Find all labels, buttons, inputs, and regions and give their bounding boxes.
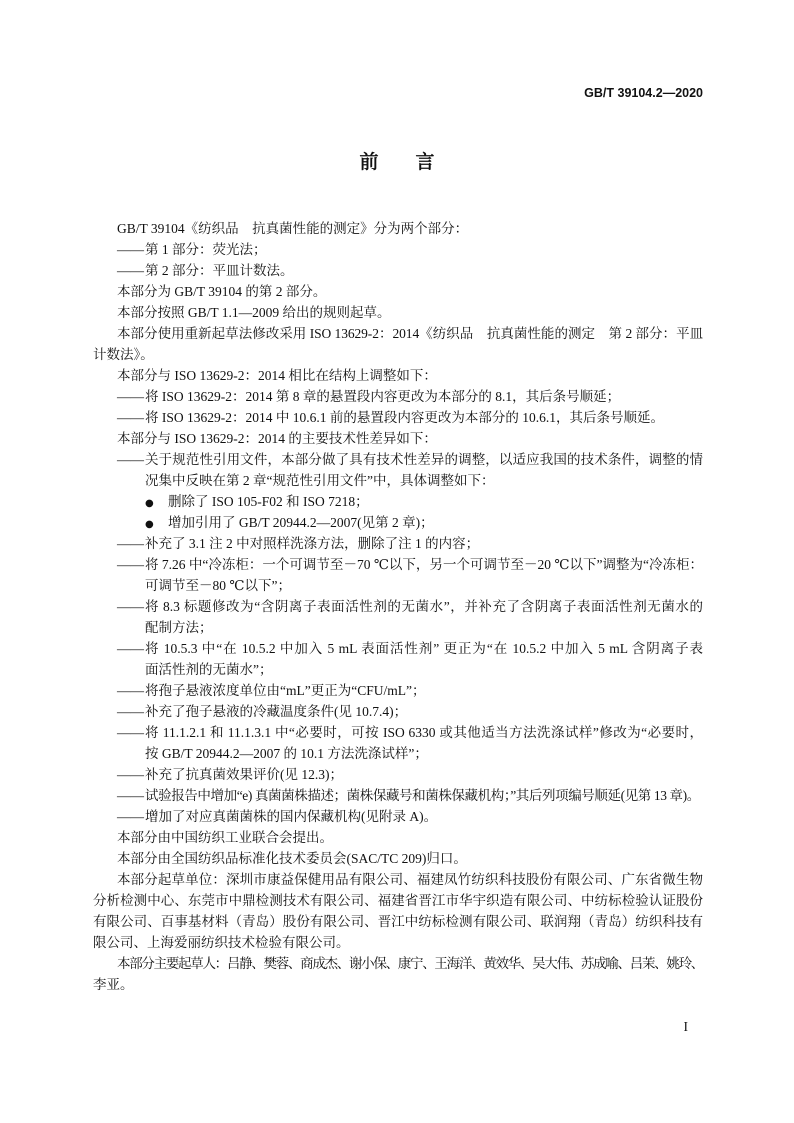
dash-marker: —— [117, 241, 144, 257]
list-item-text: 将孢子悬液浓度单位由“mL”更正为“CFU/mL”； [145, 682, 426, 698]
paragraph [93, 869, 703, 953]
list-item-text: 第 2 部分：平皿计数法。 [145, 262, 294, 278]
list-item-text: 将 10.5.3 中“在 10.5.2 中加入 5 mL 表面活性剂” 更正为“在 10.5.2 中加入 5 mL 含阴离子表 [145, 640, 703, 656]
paragraph-line: 本部分使用重新起草法修改采用 ISO 13629-2：2014《纺织品 抗真菌性能的测定 第 2 部分：平皿 [117, 325, 703, 341]
list-item-continuation: 面活性剂的无菌水”； [145, 661, 273, 677]
dash-marker: —— [117, 598, 144, 614]
paragraph-line: 本部分按照 GB/T 1.1—2009 给出的规则起草。 [117, 304, 391, 320]
paragraph [93, 365, 703, 386]
paragraph-line: 限公司、上海爱丽纺织技术检验有限公司。 [93, 934, 350, 950]
list-item [93, 386, 703, 407]
paragraph-line: 有限公司、百事基材料（青岛）股份有限公司、晋江中纺标检测有限公司、联润翔（青岛）纺织科技有 [93, 913, 703, 929]
list-item [93, 638, 703, 680]
dash-marker: —— [117, 451, 144, 467]
foreword-body [93, 218, 703, 995]
list-item-line [93, 638, 703, 659]
list-item-text: 补充了 3.1 注 2 中对照样洗涤方法，删除了注 1 的内容； [145, 535, 480, 551]
list-item [93, 449, 703, 491]
dash-marker: —— [117, 388, 144, 404]
paragraph-line: 本部分主要起草人：吕静、樊蓉、商成杰、谢小保、康宁、王海洋、黄效华、吴大伟、苏成喻、吕茉、姚玲、 [117, 955, 703, 971]
dash-marker: —— [117, 766, 144, 782]
paragraph [93, 953, 703, 995]
paragraph-line: 本部分为 GB/T 39104 的第 2 部分。 [117, 283, 327, 299]
list-item-line [93, 596, 703, 617]
paragraph-line: 李亚。 [93, 976, 134, 992]
list-item [93, 680, 703, 701]
paragraph-line: 本部分由全国纺织品标准化技术委员会(SAC/TC 209)归口。 [117, 850, 467, 866]
paragraph-line: 本部分起草单位：深圳市康益保健用品有限公司、福建凤竹纺织科技股份有限公司、广东省微生物 [117, 871, 703, 887]
dash-marker: —— [117, 682, 144, 698]
paragraph [93, 848, 703, 869]
paragraph-line: 本部分与 ISO 13629-2：2014 的主要技术性差异如下： [117, 430, 437, 446]
list-item-text: 将 ISO 13629-2：2014 第 8 章的悬置段内容更改为本部分的 8.1，其后条号顺延； [145, 388, 621, 404]
list-item [93, 260, 703, 281]
list-item-text: 补充了孢子悬液的冷藏温度条件(见 10.7.4)； [145, 703, 408, 719]
page-title: 前 言 [359, 152, 444, 173]
list-item-text: 将 11.1.2.1 和 11.1.3.1 中“必要时，可按 ISO 6330 或其他适当方法洗涤试样”修改为“必要时， [145, 724, 703, 740]
paragraph [93, 218, 703, 239]
paragraph [93, 428, 703, 449]
list-item [93, 596, 703, 638]
page-number: I [683, 1019, 688, 1034]
list-item [93, 722, 703, 764]
list-item [93, 407, 703, 428]
list-item-text: 第 1 部分：荧光法； [145, 241, 267, 257]
list-item-text: 将 8.3 标题修改为“含阴离子表面活性剂的无菌水”，并补充了含阴离子表面活性剂无菌水的 [145, 598, 703, 614]
dash-marker: —— [117, 787, 144, 803]
list-item-continuation: 按 GB/T 20944.2—2007 的 10.1 方法洗涤试样”； [145, 745, 428, 761]
bullet-item [93, 491, 703, 512]
list-item [93, 533, 703, 554]
list-item [93, 239, 703, 260]
list-item-line [93, 554, 703, 575]
dash-marker: —— [117, 262, 144, 278]
list-item [93, 806, 703, 827]
standard-number-header: GB/T 39104.2—2020 [584, 86, 703, 100]
bullet-item-text: 增加引用了 GB/T 20944.2—2007(见第 2 章)； [168, 514, 434, 530]
paragraph-line: 本部分由中国纺织工业联合会提出。 [117, 829, 333, 845]
dash-marker: —— [117, 409, 144, 425]
list-item-text: 增加了对应真菌菌株的国内保藏机构(见附录 A)。 [145, 808, 438, 824]
dash-marker: —— [117, 724, 144, 740]
list-item-text: 试验报告中增加“e) 真菌菌株描述；菌株保藏号和菌株保藏机构；”其后列项编号顺延(见第 13 章)。 [145, 787, 700, 803]
list-item-text: 补充了抗真菌效果评价(见 12.3)； [145, 766, 343, 782]
paragraph [93, 827, 703, 848]
paragraph-line: 计数法》。 [93, 346, 154, 362]
dash-marker: —— [117, 535, 144, 551]
list-item-continuation: 可调节至－80 ℃以下”； [145, 577, 291, 593]
bullet-item [93, 512, 703, 533]
list-item [93, 785, 703, 806]
list-item [93, 764, 703, 785]
list-item [93, 701, 703, 722]
list-item-text: 将 7.26 中“冷冻柜：一个可调节至－70 ℃以下，另一个可调节至－20 ℃以下”调整为“冷冻柜： [145, 556, 703, 572]
list-item-continuation: 况集中反映在第 2 章“规范性引用文件”中，具体调整如下： [145, 472, 495, 488]
list-item [93, 554, 703, 596]
bullet-marker: ● [145, 518, 154, 530]
dash-marker: —— [117, 808, 144, 824]
list-item-text: 将 ISO 13629-2：2014 中 10.6.1 前的悬置段内容更改为本部分的 10.6.1，其后条号顺延。 [145, 409, 664, 425]
list-item-continuation: 配制方法； [145, 619, 213, 635]
paragraph-line: GB/T 39104《纺织品 抗真菌性能的测定》分为两个部分： [117, 220, 469, 236]
paragraph [93, 281, 703, 302]
dash-marker: —— [117, 703, 144, 719]
list-item-line [93, 449, 703, 470]
paragraph-line: 本部分与 ISO 13629-2：2014 相比在结构上调整如下： [117, 367, 437, 383]
list-item-line [93, 722, 703, 743]
paragraph [93, 302, 703, 323]
dash-marker: —— [117, 556, 144, 572]
paragraph-line: 分析检测中心、东莞市中鼎检测技术有限公司、福建省晋江市华宇织造有限公司、中纺标检验认证股份 [93, 892, 703, 908]
list-item-text: 关于规范性引用文件，本部分做了具有技术性差异的调整，以适应我国的技术条件，调整的情 [145, 451, 703, 467]
paragraph [93, 323, 703, 365]
bullet-marker: ● [145, 497, 154, 509]
dash-marker: —— [117, 640, 144, 656]
bullet-item-text: 删除了 ISO 105-F02 和 ISO 7218； [168, 493, 369, 509]
